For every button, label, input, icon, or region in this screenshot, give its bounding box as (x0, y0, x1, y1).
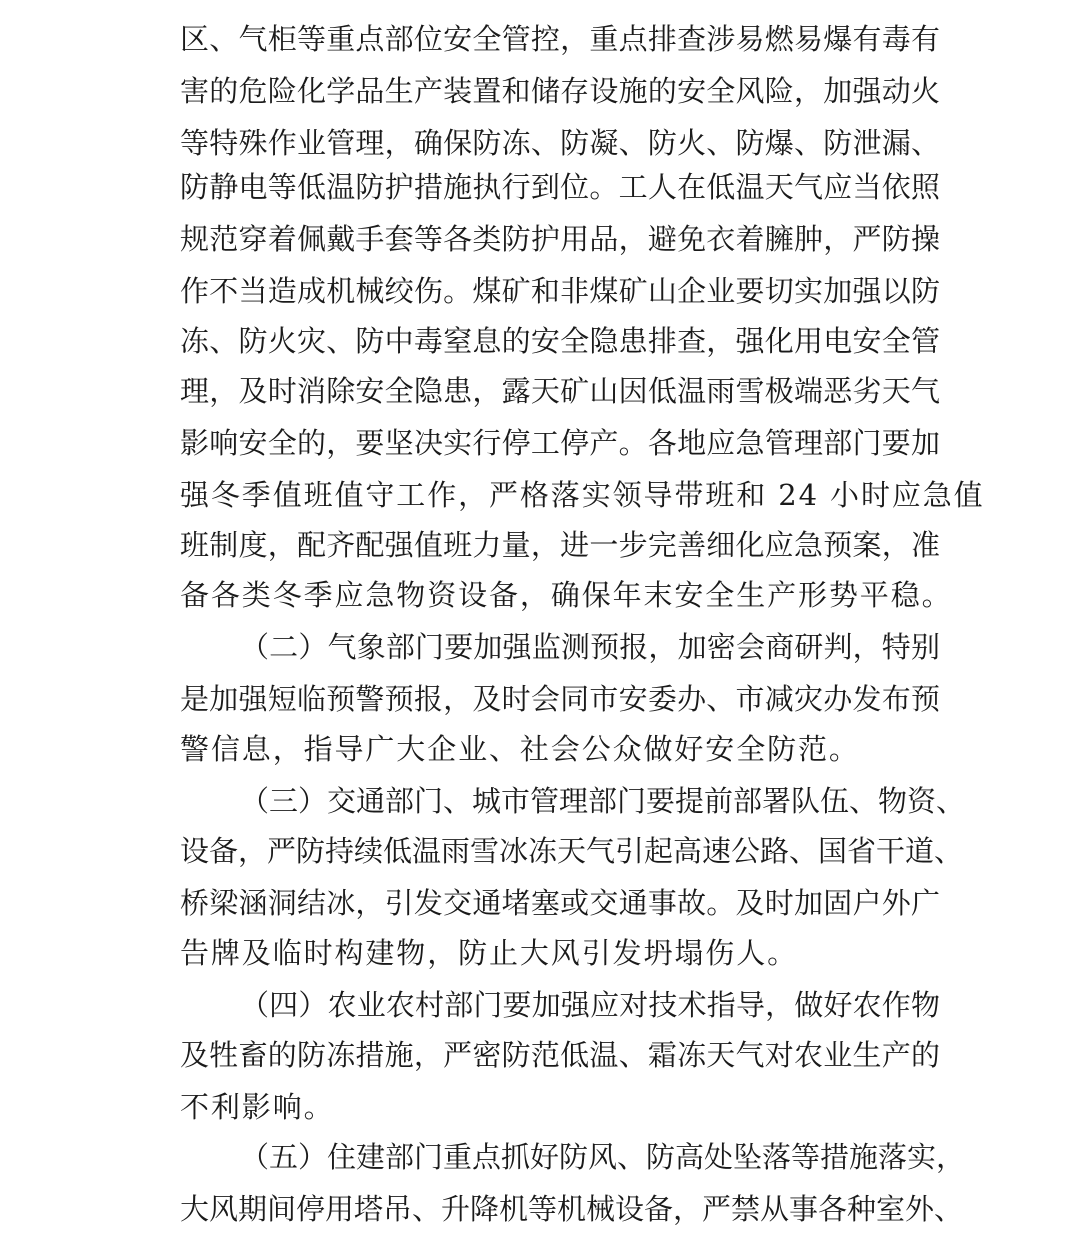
text-line: 理，及时消除安全隐患，露天矿山因低温雨雪极端恶劣天气 (180, 374, 940, 408)
text-line: 强冬季值班值守工作，严格落实领导带班和 24 小时应急值 (180, 478, 985, 512)
text-line: 大风期间停用塔吊、升降机等机械设备，严禁从事各种室外、 (180, 1192, 964, 1226)
text-line: 告牌及临时构建物，防止大风引发坍塌伤人。 (180, 936, 799, 970)
text-line: 不利影响。 (180, 1090, 335, 1124)
text-line: 是加强短临预警预报，及时会同市安委办、市减灾办发布预 (180, 682, 940, 716)
text-line: 设备，严防持续低温雨雪冰冻天气引起高速公路、国省干道、 (180, 834, 964, 868)
text-line: 班制度，配齐配强值班力量，进一步完善细化应急预案，准 (180, 528, 940, 562)
text-line: 及牲畜的防冻措施，严密防范低温、霜冻天气对农业生产的 (180, 1038, 940, 1072)
text-line: 警信息，指导广大企业、社会公众做好安全防范。 (180, 732, 860, 766)
paragraph-two-start: （二）气象部门要加强监测预报，加密会商研判，特别 (240, 630, 940, 664)
text-line: 规范穿着佩戴手套等各类防护用品，避免衣着臃肿，严防操 (180, 222, 940, 256)
text-line: 备各类冬季应急物资设备，确保年末安全生产形势平稳。 (180, 578, 953, 612)
text-line: 影响安全的，要坚决实行停工停产。各地应急管理部门要加 (180, 426, 940, 460)
paragraph-four-start: （四）农业农村部门要加强应对技术指导，做好农作物 (240, 988, 940, 1022)
text-line: 防静电等低温防护措施执行到位。工人在低温天气应当依照 (180, 170, 940, 204)
text-line: 作不当造成机械绞伤。煤矿和非煤矿山企业要切实加强以防 (180, 274, 940, 308)
text-line: 区、气柜等重点部位安全管控，重点排查涉易燃易爆有毒有 (180, 22, 940, 56)
paragraph-five-start: （五）住建部门重点抓好防风、防高处坠落等措施落实， (240, 1140, 966, 1174)
text-line: 等特殊作业管理，确保防冻、防凝、防火、防爆、防泄漏、 (180, 126, 940, 160)
text-line: 害的危险化学品生产装置和储存设施的安全风险，加强动火 (180, 74, 940, 108)
text-line: 冻、防火灾、防中毒窒息的安全隐患排查，强化用电安全管 (180, 324, 940, 358)
paragraph-three-start: （三）交通部门、城市管理部门要提前部署队伍、物资、 (240, 784, 966, 818)
text-line: 桥梁涵洞结冰，引发交通堵塞或交通事故。及时加固户外广 (180, 886, 940, 920)
